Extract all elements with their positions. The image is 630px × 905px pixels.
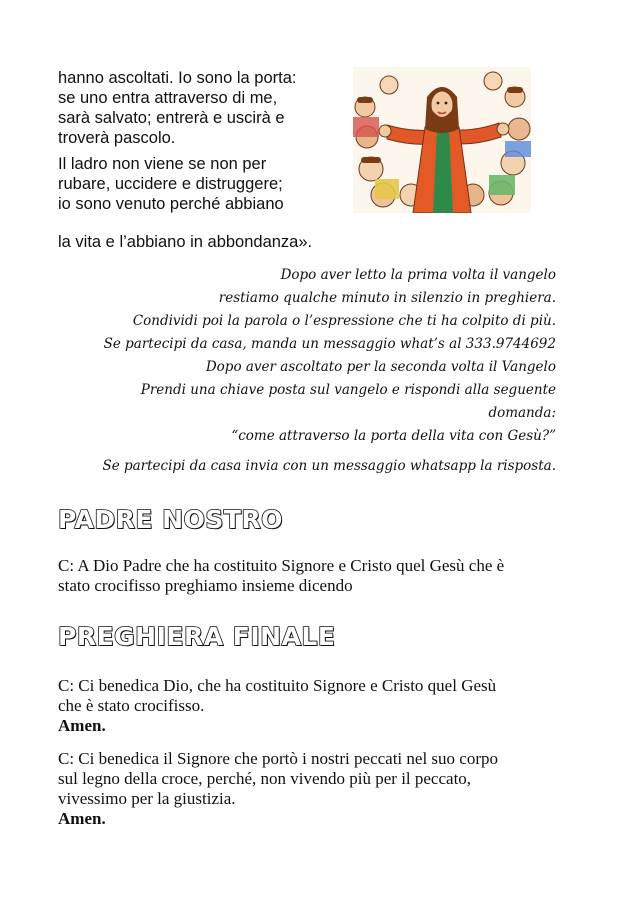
instruction-line: Dopo aver ascoltato per la seconda volta il Vangelo [205,359,556,375]
gospel-paragraph-2 [58,154,330,214]
text-line: sul legno della croce, perché, non vivendo più per il peccato, [58,769,472,788]
text-line: Il ladro non viene se non per [58,155,267,173]
blessing-2 [58,749,568,829]
instruction-line: Prendi una chiave posta sul vangelo e rispondi alla seguente domanda: [140,382,556,421]
blessing-1 [58,676,568,736]
text-line: stato crocifisso preghiamo insieme dicendo [58,576,353,595]
text-line: se uno entra attraverso di me, [58,89,278,107]
heading-padre-nostro: PADRE NOSTRO [58,505,283,534]
text-line: C: Ci benedica il Signore che portò i nostri peccati nel suo corpo [58,749,498,768]
instruction-line: restiamo qualche minuto in silenzio in preghiera. [218,290,556,306]
text-line: hanno ascoltati. Io sono la porta: [58,69,297,87]
instruction-line: Condividi poi la parola o l’espressione che ti ha colpito di più. [132,313,556,329]
jesus-with-crowd-icon [353,67,531,213]
instruction-line: “come attraverso la porta della vita con Gesù?” [231,428,556,444]
text-line: troverà pascolo. [58,129,176,147]
padre-nostro-text [58,556,568,596]
text-line: rubare, uccidere e distruggere; [58,175,283,193]
text-line: vivessimo per la giustizia. [58,789,236,808]
instruction-line: Se partecipi da casa invia con un messaggio whatsapp la risposta. [102,458,556,474]
text-line: C: A Dio Padre che ha costituito Signore e Cristo quel Gesù che è [58,556,505,575]
amen-response: Amen. [58,716,106,735]
text-line: io sono venuto perché abbiano [58,195,284,213]
text-line: C: Ci benedica Dio, che ha costituito Signore e Cristo quel Gesù [58,676,497,695]
heading-preghiera-finale: PREGHIERA FINALE [58,622,336,651]
gospel-last-line: la vita e l’abbiano in abbondanza». [58,233,313,251]
text-line: che è stato crocifisso. [58,696,205,715]
gospel-text [58,68,330,220]
instructions-block [86,264,556,478]
amen-response: Amen. [58,809,106,828]
text-line: sarà salvato; entrerà e uscirà e [58,109,285,127]
instruction-line: Se partecipi da casa, manda un messaggio what’s al 333.9744692 [103,336,556,352]
instruction-line: Dopo aver letto la prima volta il vangelo [280,267,556,283]
gospel-paragraph-1 [58,68,330,148]
